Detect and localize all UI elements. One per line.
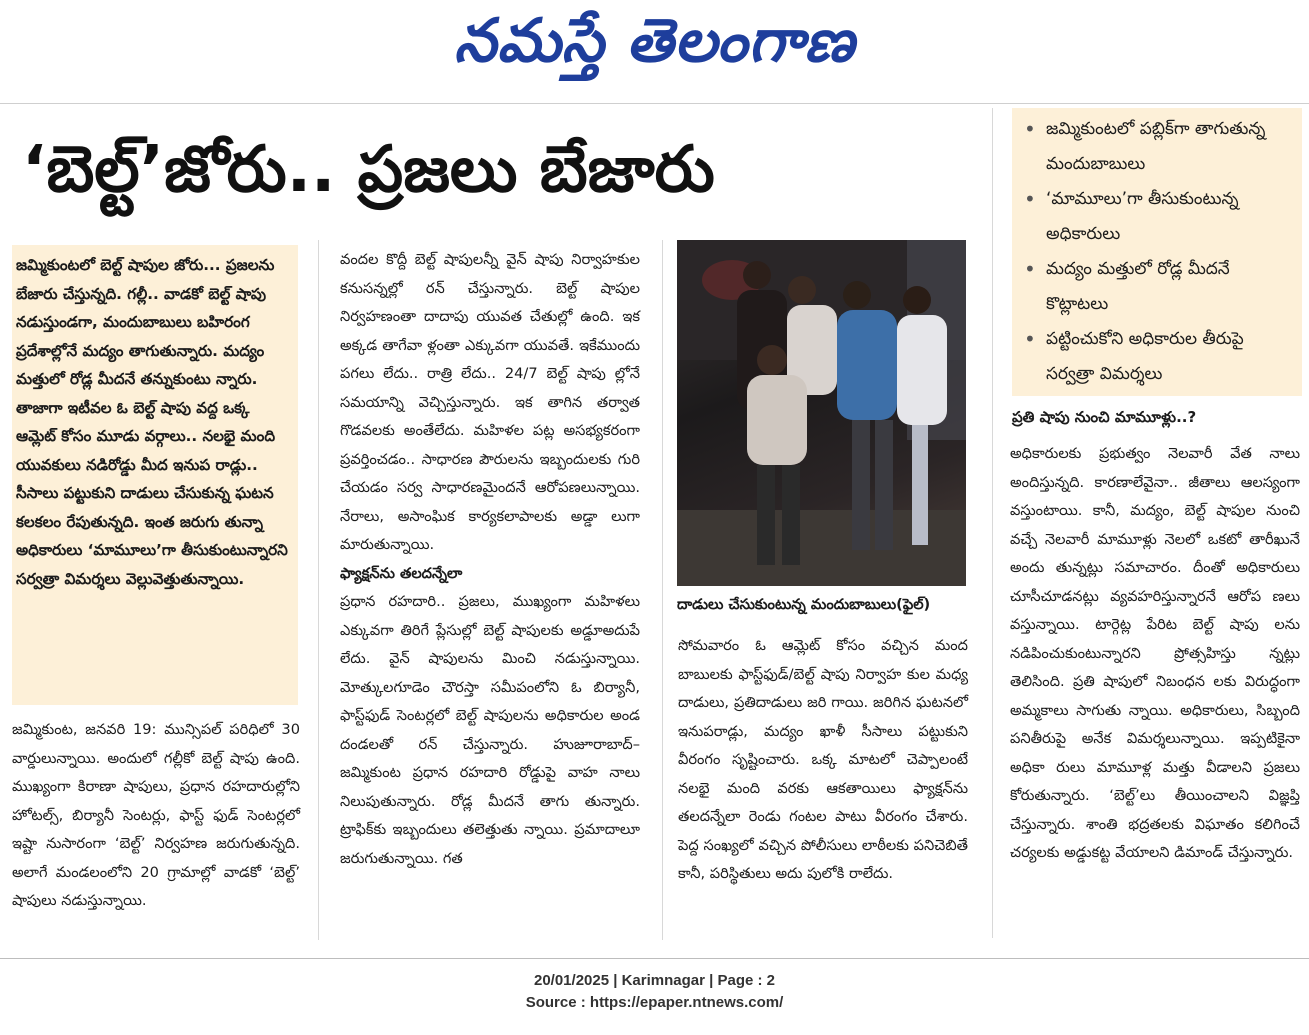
column-2-para-1: వందల కొద్దీ బెల్ట్ షాపులన్నీ వైన్ షాపు నిర్వాహకుల కనుసన్నల్లో రన్ చేస్తున్నారు. బెల్ట్ షాపుల నిర్వహణంతా దాదాపు యువత చేతుల్లో ఉంది. ఇక అక్కడ తాగేవా ళ్లంతా ఎక్కువగా యువతే. ఇకేముందు పగలు లేదు.. రాత్రి లేదు.. 24/7 బెల్ట్ షాపు ల్లోనే సమయాన్ని వెచ్చిస్తున్నారు. ఇక తాగిన తర్వాత గొడవలకు అంతేలేదు. మహిళల పట్ల అసభ్యకరంగా ప్రవర్తించడం.. సాధారణ పౌరులను ఇబ్బందులకు గురి చేయడం సర్వ సాధారణమైందనే ఆరోపణలున్నాయి. నేరాలు, అసాంఘిక కార్యకలాపాలకు అడ్డా లుగా మారుతున్నాయి. — [340, 251, 640, 553]
highlights-list — [1018, 112, 1296, 392]
photo-caption: దాడులు చేసుకుంటున్న మందుబాబులు(ఫైల్) — [677, 596, 931, 613]
column-2-para-2: ప్రధాన రహదారి.. ప్రజలు, ముఖ్యంగా మహిళలు ఎక్కువగా తిరిగే ప్లేసుల్లో బెల్ట్ షాపులకు అడ్డూఅదుపే లేదు. వైన్ షాపులను మించి నడుస్తున్నాయి. మోత్కులగూడెం చౌరస్తా సమీపంలోని ఓ బిర్యానీ, ఫాస్ట్‌ఫుడ్ సెంటర్లలో బెల్ట్ షాపులను అధికారుల అండ దండలతో రన్ చేస్తున్నారు. హుజూరాబాద్– జమ్మికుంట ప్రధాన రహదారి రోడ్డుపై వాహ నాలు నిలుపుతున్నారు. రోడ్ల మీదనే తాగు తున్నారు. ట్రాఫిక్‌కు ఇబ్బందులు తలెత్తుతు న్నాయి. ప్రమాదాలూ జరుగుతున్నాయి. గత — [340, 593, 640, 867]
article-photo — [677, 240, 966, 586]
column-divider — [662, 240, 663, 940]
highlight-item: • మద్యం మత్తులో రోడ్ల మీదనే కొట్లాటలు — [1018, 252, 1296, 322]
footer-source-link[interactable]: Source : https://epaper.ntnews.com/ — [525, 994, 784, 1011]
bottom-divider — [0, 958, 1309, 959]
intro-box — [12, 245, 298, 705]
page-footer — [0, 970, 1309, 1014]
column-1 — [12, 716, 300, 916]
column-3-text: సోమవారం ఓ ఆమ్లెట్ కోసం వచ్చిన మంద బాబులకు ఫాస్ట్‌ఫుడ్/బెల్ట్ షాపు నిర్వాహ కుల మధ్య దాడులు, ప్రతిదాడులు జరి గాయి. జరిగిన ఘటనలో ఇనుపరాడ్లు, మద్యం ఖాళీ సీసాలు పట్టుకుని వీరంగం సృష్టించారు. ఒక్క మాటలో చెప్పాలంటే నలభై మంది వరకు ఆకతాయిలు ఫ్యాక్షన్‌ను తలదన్నేలా రెండు గంటల పాటు వీరంగం చేశారు. పెద్ద సంఖ్యలో వచ్చిన పోలీసులు లాఠీలకు పనిచెబితే కానీ, పరిస్థితులు అదు పులోకి రాలేదు. — [678, 637, 968, 882]
highlight-item: • ‘మామూలు’గా తీసుకుంటున్న అధికారులు — [1018, 182, 1296, 252]
column-1-text: జమ్మికుంట, జనవరి 19: మున్సిపల్ పరిధిలో 30 వార్డులున్నాయి. అందులో గల్లీకో బెల్ట్ షాపు ఉంది. ముఖ్యంగా కిరాణా షాపులు, ప్రధాన రహదారుల్లోని హోటల్స్, బిర్యానీ సెంటర్లు, ఫాస్ట్ ఫుడ్ సెంటర్లలో ఇష్టా నుసారంగా ‘బెల్ట్’ నిర్వహణ జరుగుతున్నది. అలాగే మండలంలోని 20 గ్రామాల్లో వాడకో ‘బెల్ట్’ షాపులు నడుస్తున్నాయి. — [12, 721, 300, 909]
column-divider — [318, 240, 319, 940]
column-2-subhead: ఫ్యాక్షన్‌ను తలదన్నేలా — [340, 564, 463, 582]
column-4-text: అధికారులకు ప్రభుత్వం నెలవారీ వేత నాలు అందిస్తున్నది. కారణాలేవైనా.. జీతాలు ఆలస్యంగా వస్తుంటాయి. కానీ, మద్యం, బెల్ట్ షాపుల నుంచి వచ్చే నెలవారీ మామూళ్లు నెలలో ఒకటో తారీఖునే అందు తున్నట్లు సమాచారం. దీంతో అధికారులు చూసీచూడనట్లు వ్యవహరిస్తున్నారనే ఆరోప ణలు వస్తున్నాయి. టార్గెట్ల పేరిట బెల్ట్ షాపు లను నడిపించుకుంటున్నారని ప్రోత్సహిస్తు న్నట్లు తెలిసింది. ప్రతి షాపులో నిబంధన లకు విరుద్ధంగా అమ్మకాలు సాగుతు న్నాయి. అధికారులు, సిబ్బంది పనితీరుపై అనేక విమర్శలున్నాయి. ఇప్పటికైనా అధికా రులు మామూళ్ల మత్తు వీడాలని ప్రజలు కోరుతున్నారు. ‘బెల్ట్’లు తీయించాలని విజ్ఞప్తి చేస్తున్నారు. శాంతి భద్రతలకు విఘాతం కలిగించే చర్యలకు అడ్డుకట్ట వేయాలని డిమాండ్ చేస్తున్నారు. — [1010, 445, 1300, 861]
footer-date-edition: 20/01/2025 | Karimnagar | Page : 2 — [533, 972, 776, 989]
photo-scene-illustration — [677, 240, 966, 586]
highlight-item: • పట్టించుకోని అధికారుల తీరుపై సర్వత్రా విమర్శలు — [1018, 322, 1296, 392]
masthead-logo — [0, 0, 1309, 96]
newspaper-title: నమస్తే తెలంగాణ — [453, 6, 856, 76]
highlight-item: • జమ్మికుంటలో పబ్లిక్‌గా తాగుతున్న మందుబాబులు — [1018, 112, 1296, 182]
article-headline: ‘బెల్ట్’జోరు.. ప్రజలు బేజారు — [22, 133, 715, 207]
column-2 — [340, 246, 640, 873]
intro-text: జమ్మికుంటలో బెల్ట్ షాపుల జోరు... ప్రజలను బేజారు చేస్తున్నది. గల్లీ.. వాడకో బెల్ట్ షాపు నడుస్తుండగా, మందుబాబులు బహిరంగ ప్రదేశాల్లోనే మద్యం తాగుతున్నారు. మద్యం మత్తులో రోడ్ల మీదనే తన్నుకుంటు న్నారు. తాజాగా ఇటీవల ఓ బెల్ట్ షాపు వద్ద ఒక్క ఆమ్లెట్ కోసం మూడు వర్గాలు.. నలభై మంది యువకులు నడిరోడ్డు మీద ఇనుప రాడ్లు.. సీసాలు పట్టుకుని దాడులు చేసుకున్న ఘటన కలకలం రేపుతున్నది. ఇంత జరుగు తున్నా అధికారులు ‘మామూలు’గా తీసుకుంటున్నారని సర్వత్రా విమర్శలు వెల్లువెత్తుతున్నాయి. — [16, 256, 288, 588]
highlights-box — [1012, 108, 1302, 396]
column-4 — [1010, 440, 1300, 868]
column-3 — [678, 632, 968, 889]
side-subhead: ప్రతి షాపు నుంచి మామూళ్లు..? — [1012, 408, 1197, 426]
column-divider — [992, 108, 993, 938]
top-divider — [0, 103, 1309, 104]
